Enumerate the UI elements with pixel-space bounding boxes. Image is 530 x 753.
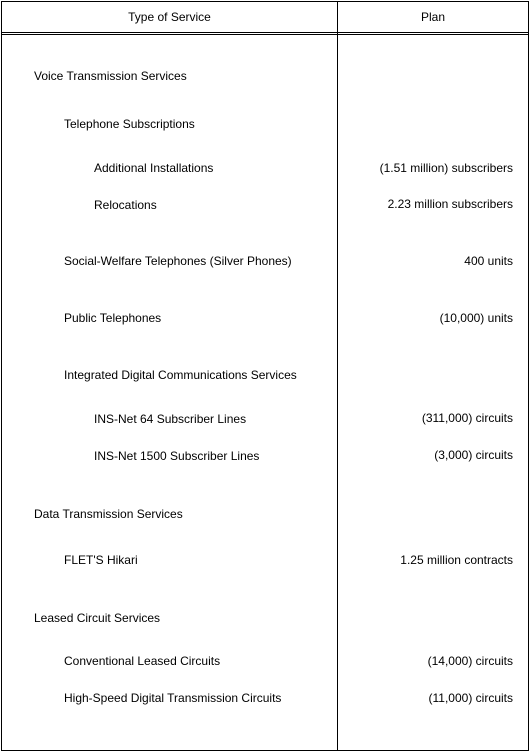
plan-value-additional-installations: (1.51 million) subscribers: [379, 161, 513, 175]
row-label-ins-net-64: INS-Net 64 Subscriber Lines: [94, 412, 247, 426]
plan-value-relocations: 2.23 million subscribers: [387, 197, 513, 211]
row-label-integrated-digital-communications-services: Integrated Digital Communications Services: [64, 368, 297, 382]
plan-value-social-welfare-telephones: 400 units: [464, 254, 513, 268]
plan-value-high-speed-digital-transmission-circuits: (11,000) circuits: [428, 691, 513, 705]
plan-value-ins-net-1500: (3,000) circuits: [434, 448, 513, 462]
row-label-voice-transmission-services: Voice Transmission Services: [34, 69, 187, 83]
row-label-conventional-leased-circuits: Conventional Leased Circuits: [64, 654, 221, 668]
row-label-telephone-subscriptions: Telephone Subscriptions: [64, 117, 195, 131]
plan-value-public-telephones: (10,000) units: [439, 311, 513, 325]
header-rule-bottom: [1, 34, 529, 35]
column-divider: [337, 1, 338, 751]
row-label-ins-net-1500: INS-Net 1500 Subscriber Lines: [94, 449, 260, 463]
row-label-data-transmission-services: Data Transmission Services: [34, 507, 183, 521]
row-label-social-welfare-telephones: Social-Welfare Telephones (Silver Phones): [64, 254, 292, 268]
header-plan: Plan: [420, 10, 446, 24]
plan-value-flets-hikari: 1.25 million contracts: [400, 553, 513, 567]
row-label-leased-circuit-services: Leased Circuit Services: [34, 611, 161, 625]
row-label-high-speed-digital-transmission-circuits: High-Speed Digital Transmission Circuits: [64, 691, 282, 705]
row-label-additional-installations: Additional Installations: [94, 161, 214, 175]
plan-value-ins-net-64: (311,000) circuits: [421, 411, 513, 425]
row-label-public-telephones: Public Telephones: [64, 311, 162, 325]
plan-value-conventional-leased-circuits: (14,000) circuits: [427, 654, 513, 668]
header-rule-top: [1, 32, 529, 33]
row-label-relocations: Relocations: [94, 198, 157, 212]
row-label-flets-hikari: FLET'S Hikari: [64, 553, 138, 567]
header-type-of-service: Type of Service: [128, 10, 211, 24]
